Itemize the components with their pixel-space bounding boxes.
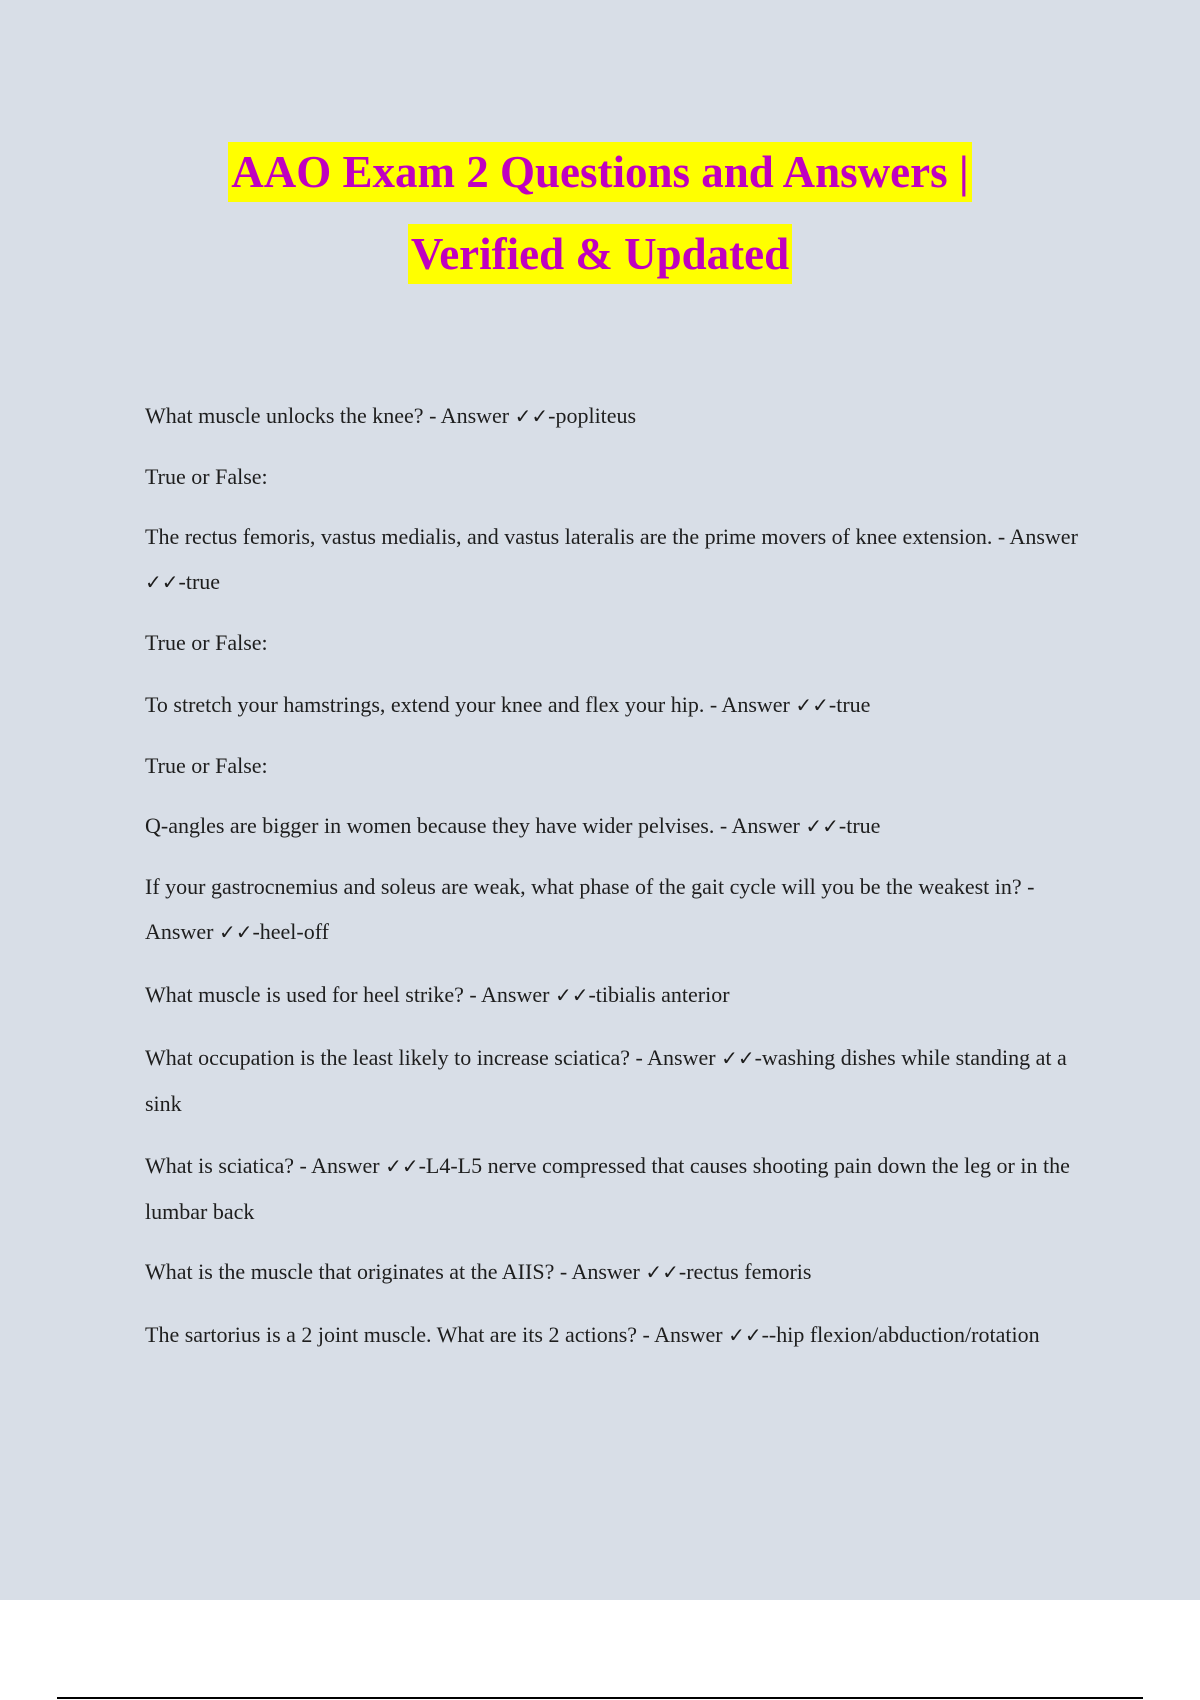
document-title (0, 142, 1200, 284)
true-or-false-label: True or False: (145, 630, 268, 655)
double-check-icon: ✓✓ (145, 570, 179, 594)
qa-item: What is sciatica? - Answer ✓✓-L4-L5 nerve compressed that causes shooting pain down the leg or in the lumbar back (145, 1153, 1070, 1224)
double-check-icon: ✓✓ (728, 1323, 762, 1347)
double-check-icon: ✓✓ (721, 1046, 755, 1070)
qa-item: What occupation is the least likely to increase sciatica? - Answer ✓✓-washing dishes while standing at a sink (145, 1045, 1067, 1116)
qa-item: The rectus femoris, vastus medialis, and vastus lateralis are the prime movers of knee extension. - Answer ✓✓-true (145, 524, 1078, 594)
title-line-2: Verified & Updated (408, 224, 792, 284)
true-or-false-label: True or False: (145, 464, 268, 489)
title-line-1: AAO Exam 2 Questions and Answers | (228, 142, 972, 202)
double-check-icon: ✓✓ (795, 693, 829, 717)
footer-divider (57, 1697, 1143, 1699)
qa-item: The sartorius is a 2 joint muscle. What are its 2 actions? - Answer ✓✓--hip flexion/abduction/rotation (145, 1322, 1040, 1347)
qa-item: What is the muscle that originates at the AIIS? - Answer ✓✓-rectus femoris (145, 1259, 812, 1284)
qa-item: What muscle is used for heel strike? - Answer ✓✓-tibialis anterior (145, 982, 730, 1007)
qa-list (145, 393, 1085, 1358)
double-check-icon: ✓✓ (514, 404, 549, 428)
qa-item: If your gastrocnemius and soleus are weak, what phase of the gait cycle will you be the weakest in? - Answer ✓✓-heel-off (145, 874, 1035, 944)
double-check-icon: ✓✓ (385, 1154, 419, 1178)
double-check-icon: ✓✓ (554, 983, 589, 1007)
qa-item: Q-angles are bigger in women because they have wider pelvises. - Answer ✓✓-true (145, 813, 881, 838)
double-check-icon: ✓✓ (218, 920, 253, 944)
double-check-icon: ✓✓ (805, 814, 839, 838)
qa-item: What muscle unlocks the knee? - Answer ✓✓-popliteus (145, 403, 637, 428)
qa-item: To stretch your hamstrings, extend your knee and flex your hip. - Answer ✓✓-true (145, 692, 871, 717)
double-check-icon: ✓✓ (645, 1260, 679, 1284)
true-or-false-label: True or False: (145, 753, 268, 778)
